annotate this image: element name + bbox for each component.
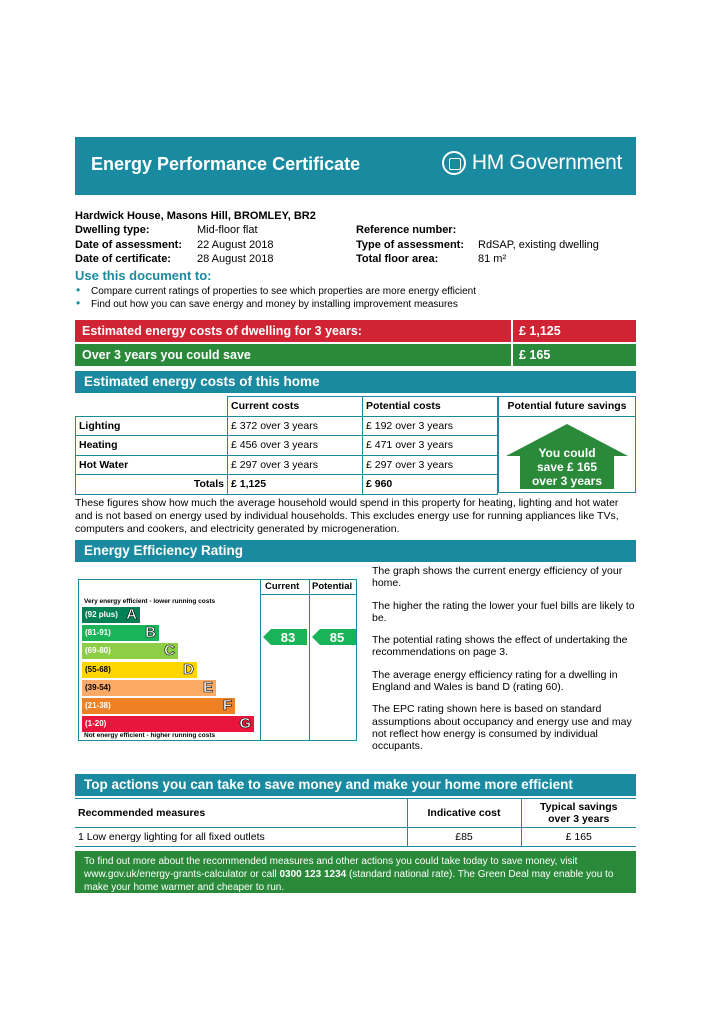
actions-heading: Top actions you can take to save money and make your home more efficient	[75, 774, 636, 796]
actions-table	[75, 798, 636, 847]
certificate-date-value: 28 August 2018	[197, 253, 274, 265]
certificate-title: Energy Performance Certificate	[91, 154, 361, 174]
current-rating-value: 83	[280, 630, 296, 646]
dwelling-type-label: Dwelling type:	[75, 224, 150, 236]
assessment-date-label: Date of assessment:	[75, 239, 182, 251]
epc-page	[75, 137, 636, 893]
current-cost: £ 456 over 3 years	[228, 436, 363, 456]
more-info-box: To find out more about the recommended measures and other actions you could take today to save money, visit www.gov.uk/energy-grants-calculator or call 0300 123 1234 (standard national rate). The Green Deal may enable you to make your home warmer and cheaper to run.	[75, 851, 636, 893]
rating-band-g	[82, 716, 254, 732]
costs-note: These figures show how much the average household would spend in this property for heating, lighting and hot water and is not based on energy used by individual households. This excludes energy use for running appliances like TVs, computers and cookers, and electricity generated by microgeneration.	[75, 497, 619, 535]
cost-cell: £85	[407, 828, 521, 847]
phone-number: 0300 123 1234	[279, 869, 347, 880]
assessment-type-value: RdSAP, existing dwelling	[478, 239, 599, 251]
list-item: • Find out how you can save energy and money by installing improvement measures	[75, 298, 636, 311]
estimated-cost-value: £ 1,125	[513, 320, 636, 342]
potential-rating-arrow	[312, 629, 356, 645]
table-row	[76, 455, 498, 475]
band-letter: C	[164, 642, 175, 660]
certificate-date-label: Date of certificate:	[75, 253, 171, 265]
costs-table	[75, 396, 498, 495]
potential-column-header: Potential	[312, 581, 353, 592]
band-range: (92 plus)	[85, 610, 118, 619]
savings-line-1: You could	[538, 446, 596, 460]
list-item: • Compare current ratings of properties to see which properties are more energy efficient	[75, 285, 636, 298]
use-document-list	[75, 285, 636, 311]
measures-header: Recommended measures	[75, 799, 407, 828]
savings-value: £ 165	[513, 344, 636, 366]
band-range: (1-20)	[85, 719, 107, 729]
floor-area-value: 81 m²	[478, 253, 507, 265]
logo-text: HM Government	[471, 151, 622, 174]
savings-bar	[75, 344, 636, 366]
potential-cost: £ 297 over 3 years	[363, 455, 498, 475]
explanation-paragraph: The potential rating shows the effect of undertaking the recommendations on page 3.	[372, 634, 628, 659]
rating-band-d	[82, 662, 197, 678]
potential-cost: £ 192 over 3 years	[363, 416, 498, 436]
current-rating-arrow	[263, 629, 307, 645]
explanation-paragraph: The higher the rating the lower your fuel bills are likely to be.	[372, 599, 635, 624]
explanation-paragraph: The EPC rating shown here is based on standard assumptions about occupancy and energy use and may not reflect how energy is consumed by individual occupants.	[372, 703, 632, 753]
future-savings-header: Potential future savings	[499, 397, 635, 417]
estimated-cost-label: Estimated energy costs of dwelling for 3 years:	[75, 320, 511, 342]
band-letter: A	[126, 606, 137, 623]
rating-explanation	[372, 565, 636, 763]
current-column-header: Current	[265, 581, 300, 592]
rating-section	[75, 565, 636, 755]
inefficient-caption: Not energy efficient - higher running costs	[84, 732, 216, 739]
certificate-header	[75, 137, 636, 195]
rating-chart	[78, 579, 357, 741]
use-document-heading: Use this document to:	[75, 268, 212, 283]
reference-label: Reference number:	[356, 224, 457, 236]
table-row	[76, 416, 498, 436]
row-label: Heating	[76, 436, 228, 456]
assessment-type-label: Type of assessment:	[356, 239, 465, 251]
savings-line-2: save £ 165	[536, 460, 598, 474]
table-row	[76, 436, 498, 456]
savings-label: Over 3 years you could save	[75, 344, 511, 366]
totals-label: Totals	[76, 475, 228, 495]
potential-rating-value: 85	[329, 630, 345, 646]
crest-icon	[442, 151, 466, 175]
empty-header-cell	[76, 397, 228, 417]
current-cost: £ 297 over 3 years	[228, 455, 363, 475]
rating-band-f	[82, 698, 235, 714]
savings-line-3: over 3 years	[531, 474, 603, 488]
explanation-paragraph: The graph shows the current energy efficiency of your home.	[372, 565, 623, 590]
totals-potential: £ 960	[363, 475, 498, 495]
potential-costs-header: Potential costs	[363, 397, 498, 417]
hm-government-logo	[442, 151, 622, 175]
rating-band-b	[82, 625, 159, 641]
totals-current: £ 1,125	[228, 475, 363, 495]
efficient-caption: Very energy efficient - lower running costs	[84, 598, 216, 605]
band-letter: E	[202, 678, 213, 696]
savings-cell: £ 165	[521, 828, 636, 847]
costs-table-area	[75, 396, 636, 494]
floor-area-label: Total floor area:	[356, 253, 439, 265]
band-letter: B	[145, 624, 156, 642]
costs-heading: Estimated energy costs of this home	[75, 371, 636, 393]
band-letter: D	[183, 660, 194, 678]
savings-arrow	[506, 424, 628, 489]
band-range: (39-54)	[85, 682, 111, 692]
row-label: Hot Water	[76, 455, 228, 475]
savings-arrow-text	[506, 446, 628, 488]
savings-header: Typical savings over 3 years	[521, 799, 636, 828]
band-letter: G	[239, 715, 251, 733]
rating-band-c	[82, 643, 178, 659]
table-header-row	[76, 397, 498, 417]
rating-heading: Energy Efficiency Rating	[75, 540, 636, 562]
explanation-paragraph: The average energy efficiency rating for a dwelling in England and Wales is band D (rating 60).	[372, 668, 618, 694]
band-range: (69-80)	[85, 646, 111, 656]
rating-band-a	[82, 607, 140, 623]
estimated-cost-bar	[75, 320, 636, 342]
future-savings-box	[498, 396, 636, 493]
measure-cell: 1 Low energy lighting for all fixed outlets	[75, 828, 407, 847]
band-letter: F	[222, 697, 232, 714]
assessment-date-value: 22 August 2018	[197, 239, 274, 251]
property-details	[75, 224, 636, 268]
potential-cost: £ 471 over 3 years	[363, 436, 498, 456]
current-costs-header: Current costs	[228, 397, 363, 417]
cost-header: Indicative cost	[407, 799, 521, 828]
table-row	[75, 828, 636, 847]
rating-band-e	[82, 680, 216, 696]
band-range: (55-68)	[85, 664, 111, 674]
totals-row	[76, 475, 498, 495]
row-label: Lighting	[76, 416, 228, 436]
band-range: (81-91)	[85, 628, 111, 638]
dwelling-type-value: Mid-floor flat	[197, 224, 258, 236]
current-cost: £ 372 over 3 years	[228, 416, 363, 436]
property-address: Hardwick House, Masons Hill, BROMLEY, BR2	[75, 210, 316, 222]
table-header-row	[75, 799, 636, 828]
band-range: (21-38)	[85, 701, 111, 710]
